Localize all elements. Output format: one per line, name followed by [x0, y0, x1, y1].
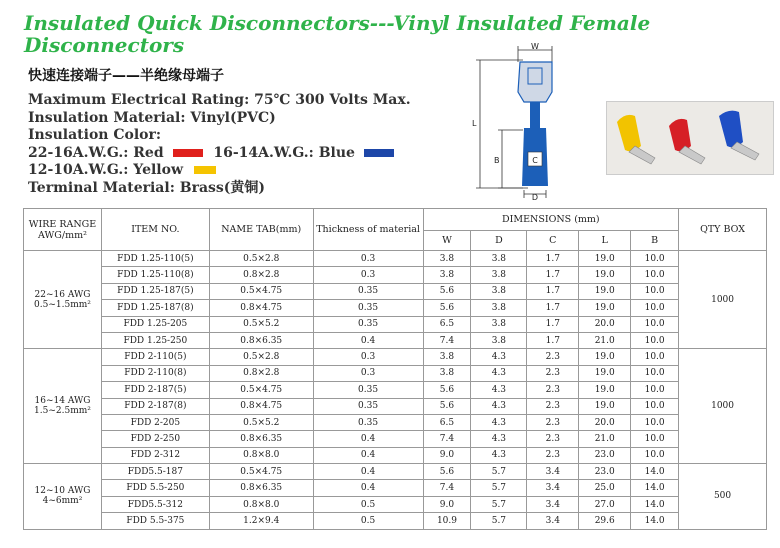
item-no-cell: FDD 2-205: [101, 414, 209, 430]
thickness-cell: 0.35: [313, 382, 423, 398]
dim-d-cell: 4.3: [471, 398, 527, 414]
dim-b-cell: 10.0: [631, 414, 679, 430]
dim-d-cell: 5.7: [471, 464, 527, 480]
dim-w-cell: 3.8: [423, 267, 471, 283]
dim-w-cell: 10.9: [423, 513, 471, 529]
diagram-label-c: C: [532, 156, 538, 165]
dim-w-cell: 5.6: [423, 382, 471, 398]
dim-c-cell: 2.3: [527, 382, 579, 398]
table-row: [24, 480, 767, 496]
dim-l-cell: 19.0: [579, 349, 631, 365]
dim-l-cell: 21.0: [579, 332, 631, 348]
name-tab-cell: 0.8×4.75: [209, 300, 313, 316]
dim-c-cell: 2.3: [527, 398, 579, 414]
thickness-cell: 0.3: [313, 365, 423, 381]
wire-range-mm: 4~6mm²: [42, 496, 83, 507]
thickness-cell: 0.3: [313, 349, 423, 365]
color-blue-label: 16-14A.W.G.: Blue: [213, 144, 355, 161]
dim-c-cell: 1.7: [527, 332, 579, 348]
dim-l-cell: 19.0: [579, 283, 631, 299]
table-row: [24, 496, 767, 512]
name-tab-cell: 0.5×2.8: [209, 349, 313, 365]
name-tab-cell: 0.5×5.2: [209, 414, 313, 430]
table-row: [24, 414, 767, 430]
item-no-cell: FDD 1.25-110(8): [101, 267, 209, 283]
yellow-swatch: [194, 166, 216, 174]
dim-d-cell: 3.8: [471, 316, 527, 332]
terminal-dimension-diagram: [468, 40, 580, 200]
table-row: [24, 283, 767, 299]
thickness-cell: 0.35: [313, 398, 423, 414]
dim-b-cell: 10.0: [631, 365, 679, 381]
dim-b-cell: 14.0: [631, 496, 679, 512]
dim-b-cell: 10.0: [631, 431, 679, 447]
name-tab-cell: 0.5×4.75: [209, 382, 313, 398]
table-row: [24, 431, 767, 447]
dim-d-cell: 5.7: [471, 480, 527, 496]
dim-l-cell: 19.0: [579, 398, 631, 414]
dim-c-cell: 3.4: [527, 496, 579, 512]
table-row: [24, 382, 767, 398]
dim-c-cell: 3.4: [527, 480, 579, 496]
name-tab-cell: 0.5×2.8: [209, 251, 313, 267]
name-tab-cell: 0.5×4.75: [209, 464, 313, 480]
header-d: D: [471, 231, 527, 251]
dim-l-cell: 19.0: [579, 365, 631, 381]
qty-box-cell: 500: [679, 464, 767, 530]
dim-c-cell: 1.7: [527, 316, 579, 332]
dim-w-cell: 6.5: [423, 316, 471, 332]
wire-range-mm: 1.5~2.5mm²: [34, 406, 91, 417]
page-title: Insulated Quick Disconnectors---Vinyl Insulated Female Disconnectors: [24, 11, 651, 57]
product-photo: [606, 101, 774, 175]
thickness-cell: 0.4: [313, 464, 423, 480]
wire-range-mm: 0.5~1.5mm²: [34, 299, 91, 310]
dim-w-cell: 7.4: [423, 480, 471, 496]
dim-w-cell: 7.4: [423, 431, 471, 447]
dim-b-cell: 14.0: [631, 480, 679, 496]
dim-l-cell: 20.0: [579, 316, 631, 332]
dim-d-cell: 3.8: [471, 251, 527, 267]
item-no-cell: FDD 1.25-187(8): [101, 300, 209, 316]
name-tab-cell: 1.2×9.4: [209, 513, 313, 529]
wire-range-awg: 12~10 AWG: [34, 486, 91, 497]
item-no-cell: FDD 1.25-250: [101, 332, 209, 348]
table-row: [24, 365, 767, 381]
thickness-cell: 0.4: [313, 480, 423, 496]
dim-d-cell: 3.8: [471, 300, 527, 316]
dim-l-cell: 20.0: [579, 414, 631, 430]
thickness-cell: 0.35: [313, 414, 423, 430]
dim-c-cell: 2.3: [527, 414, 579, 430]
dim-l-cell: 21.0: [579, 431, 631, 447]
red-connector: [669, 119, 705, 164]
color-yellow-label: 12-10A.W.G.: Yellow: [28, 162, 184, 178]
dim-w-cell: 6.5: [423, 414, 471, 430]
dim-w-cell: 3.8: [423, 251, 471, 267]
dim-c-cell: 1.7: [527, 267, 579, 283]
specification-table: [23, 208, 767, 530]
dim-c-cell: 1.7: [527, 300, 579, 316]
header-name-tab: NAME TAB(mm): [209, 209, 313, 251]
dim-b-cell: 10.0: [631, 349, 679, 365]
dim-b-cell: 10.0: [631, 332, 679, 348]
dim-c-cell: 1.7: [527, 251, 579, 267]
dim-b-cell: 10.0: [631, 251, 679, 267]
dim-d-cell: 4.3: [471, 447, 527, 463]
thickness-cell: 0.4: [313, 431, 423, 447]
chinese-subtitle: 快速连接端子——半绝缘母端子: [28, 68, 224, 84]
dim-l-cell: 19.0: [579, 251, 631, 267]
item-no-cell: FDD 5.5-250: [101, 480, 209, 496]
header-w: W: [423, 231, 471, 251]
dim-w-cell: 9.0: [423, 496, 471, 512]
name-tab-cell: 0.8×2.8: [209, 365, 313, 381]
item-no-cell: FDD 2-312: [101, 447, 209, 463]
dim-b-cell: 10.0: [631, 300, 679, 316]
dim-d-cell: 4.3: [471, 349, 527, 365]
header-dimensions: DIMENSIONS (mm): [423, 209, 679, 231]
table-body: [24, 251, 767, 530]
item-no-cell: FDD 1.25-187(5): [101, 283, 209, 299]
dim-w-cell: 3.8: [423, 349, 471, 365]
dim-b-cell: 10.0: [631, 447, 679, 463]
color-red-label: 22-16A.W.G.: Red: [28, 144, 164, 161]
insulation-color-label: Insulation Color:: [28, 127, 162, 143]
dim-d-cell: 5.7: [471, 496, 527, 512]
header-c: C: [527, 231, 579, 251]
dim-w-cell: 5.6: [423, 464, 471, 480]
dim-b-cell: 10.0: [631, 398, 679, 414]
item-no-cell: FDD 2-250: [101, 431, 209, 447]
dim-b-cell: 10.0: [631, 316, 679, 332]
qty-box-cell: 1000: [679, 349, 767, 464]
name-tab-cell: 0.8×6.35: [209, 431, 313, 447]
dim-b-cell: 10.0: [631, 382, 679, 398]
item-no-cell: FDD5.5-312: [101, 496, 209, 512]
item-no-cell: FDD 5.5-375: [101, 513, 209, 529]
diagram-label-d: D: [531, 193, 539, 200]
name-tab-cell: 0.8×4.75: [209, 398, 313, 414]
dim-l-cell: 25.0: [579, 480, 631, 496]
dim-b-cell: 10.0: [631, 267, 679, 283]
dim-l-cell: 27.0: [579, 496, 631, 512]
thickness-cell: 0.5: [313, 513, 423, 529]
table-row: [24, 316, 767, 332]
dim-w-cell: 5.6: [423, 300, 471, 316]
dim-b-cell: 14.0: [631, 464, 679, 480]
dim-d-cell: 4.3: [471, 431, 527, 447]
header-qty-box: QTY BOX: [679, 209, 767, 251]
dim-l-cell: 19.0: [579, 382, 631, 398]
dim-l-cell: 19.0: [579, 267, 631, 283]
dim-d-cell: 4.3: [471, 382, 527, 398]
item-no-cell: FDD 2-110(8): [101, 365, 209, 381]
dim-d-cell: 4.3: [471, 365, 527, 381]
dim-d-cell: 3.8: [471, 267, 527, 283]
header-wire-range: WIRE RANGE AWG/mm²: [24, 209, 102, 251]
table-row: [24, 332, 767, 348]
dim-d-cell: 3.8: [471, 332, 527, 348]
thickness-cell: 0.5: [313, 496, 423, 512]
thickness-cell: 0.4: [313, 332, 423, 348]
header-l: L: [579, 231, 631, 251]
dim-c-cell: 3.4: [527, 464, 579, 480]
table-row: [24, 267, 767, 283]
header-thickness: Thickness of material: [313, 209, 423, 251]
thickness-cell: 0.4: [313, 447, 423, 463]
table-row: [24, 349, 767, 365]
dim-c-cell: 2.3: [527, 431, 579, 447]
wire-range-cell: [24, 251, 102, 349]
dim-b-cell: 14.0: [631, 513, 679, 529]
dim-l-cell: 19.0: [579, 300, 631, 316]
item-no-cell: FDD 1.25-205: [101, 316, 209, 332]
insulation-material: Insulation Material: Vinyl(PVC): [28, 109, 276, 126]
dim-c-cell: 3.4: [527, 513, 579, 529]
item-no-cell: FDD5.5-187: [101, 464, 209, 480]
wire-range-cell: [24, 349, 102, 464]
color-row-1: [28, 145, 411, 163]
table-row: [24, 398, 767, 414]
item-no-cell: FDD 2-187(5): [101, 382, 209, 398]
color-row-2: [28, 162, 411, 180]
dim-w-cell: 7.4: [423, 332, 471, 348]
dim-c-cell: 2.3: [527, 349, 579, 365]
name-tab-cell: 0.8×2.8: [209, 267, 313, 283]
thickness-cell: 0.3: [313, 251, 423, 267]
table-row: [24, 300, 767, 316]
item-no-cell: FDD 1.25-110(5): [101, 251, 209, 267]
table-row: [24, 464, 767, 480]
dim-w-cell: 3.8: [423, 365, 471, 381]
dim-w-cell: 9.0: [423, 447, 471, 463]
dim-d-cell: 4.3: [471, 414, 527, 430]
name-tab-cell: 0.8×8.0: [209, 447, 313, 463]
item-no-cell: FDD 2-110(5): [101, 349, 209, 365]
table-row: [24, 447, 767, 463]
dim-l-cell: 23.0: [579, 447, 631, 463]
thickness-cell: 0.3: [313, 267, 423, 283]
yellow-connector: [617, 115, 655, 164]
table-row: [24, 513, 767, 529]
wire-range-awg: 22~16 AWG: [34, 289, 91, 300]
dim-l-cell: 29.6: [579, 513, 631, 529]
dim-d-cell: 3.8: [471, 283, 527, 299]
dim-d-cell: 5.7: [471, 513, 527, 529]
item-no-cell: FDD 2-187(8): [101, 398, 209, 414]
red-swatch: [173, 149, 203, 157]
qty-box-cell: 1000: [679, 251, 767, 349]
dim-w-cell: 5.6: [423, 283, 471, 299]
thickness-cell: 0.35: [313, 316, 423, 332]
dim-b-cell: 10.0: [631, 283, 679, 299]
dim-c-cell: 2.3: [527, 447, 579, 463]
name-tab-cell: 0.5×4.75: [209, 283, 313, 299]
thickness-cell: 0.35: [313, 300, 423, 316]
wire-range-awg: 16~14 AWG: [34, 396, 91, 407]
dim-l-cell: 23.0: [579, 464, 631, 480]
diagram-label-b: B: [494, 156, 500, 165]
name-tab-cell: 0.8×6.35: [209, 480, 313, 496]
electrical-rating: Maximum Electrical Rating: 75℃ 300 Volts Max.: [28, 92, 411, 108]
diagram-label-l: L: [472, 119, 477, 128]
blue-swatch: [364, 149, 394, 157]
terminal-material: Terminal Material: Brass(黄铜): [28, 179, 266, 196]
wire-range-cell: [24, 464, 102, 530]
header-item-no: ITEM NO.: [101, 209, 209, 251]
dim-c-cell: 1.7: [527, 283, 579, 299]
name-tab-cell: 0.5×5.2: [209, 316, 313, 332]
header-b: B: [631, 231, 679, 251]
table-row: [24, 251, 767, 267]
dim-c-cell: 2.3: [527, 365, 579, 381]
thickness-cell: 0.35: [313, 283, 423, 299]
name-tab-cell: 0.8×6.35: [209, 332, 313, 348]
blue-connector: [719, 111, 759, 160]
spec-block: [28, 92, 411, 197]
dim-w-cell: 5.6: [423, 398, 471, 414]
name-tab-cell: 0.8×8.0: [209, 496, 313, 512]
diagram-label-w: W: [531, 42, 539, 51]
